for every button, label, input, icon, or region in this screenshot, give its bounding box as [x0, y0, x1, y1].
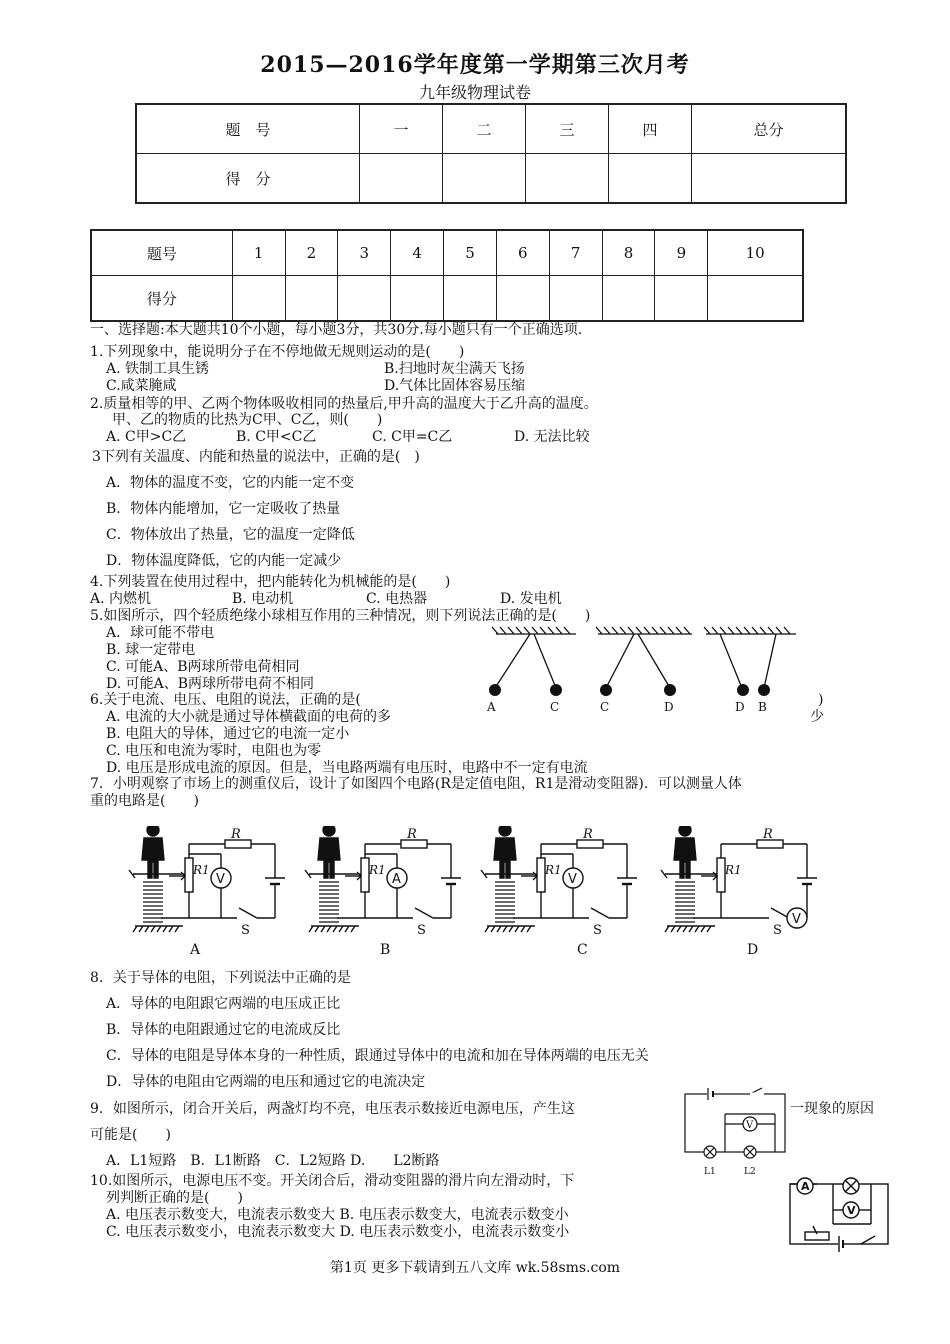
q7-label-c: C [577, 942, 588, 958]
answer-header-cell: 7 [549, 230, 602, 276]
score-header-cell: 题 号 [136, 104, 360, 154]
section-heading: 一、选择题:本大题共10个小题，每小题3分，共30分.每小题只有一个正确选项. [90, 322, 583, 338]
q2-stem: 2.质量相等的甲、乙两个物体吸收相同的热量后,甲升高的温度大于乙升高的温度。 [90, 396, 598, 412]
q7-circuit-a [129, 826, 285, 938]
page-title: 2015—2016学年度第一学期第三次月考 [260, 52, 690, 78]
q7-meter-label: V [792, 912, 801, 927]
q9-lamp-l2-label: L2 [744, 1167, 756, 1177]
q5-ball-label: D [735, 700, 745, 714]
score-cell[interactable] [609, 154, 692, 204]
score-cell[interactable] [443, 154, 526, 204]
score-header-cell: 四 [609, 104, 692, 154]
q6-option-a: A. 电流的大小就是通过导体横截面的电荷的多 [106, 709, 392, 725]
q7-circuit-b [305, 826, 461, 938]
answer-header-cell: 4 [391, 230, 444, 276]
q9-lamp-l1-label: L1 [704, 1167, 716, 1177]
q7-meter-label: V [568, 872, 577, 887]
q7-r1-label: R1 [725, 863, 742, 877]
q5-option-b: B. 球一定带电 [106, 642, 196, 658]
q3-option-c: C．物体放出了热量，它的温度一定降低 [106, 527, 355, 543]
q7-label-d: D [747, 942, 759, 958]
q7-figure [125, 826, 825, 961]
page-subtitle: 九年级物理试卷 [418, 83, 531, 102]
q10-voltmeter-label: V [847, 1204, 856, 1217]
answer-cell[interactable] [444, 276, 497, 322]
q6-stem: 6.关于电流、电压、电阻的说法，正确的是( [90, 692, 361, 708]
answer-header-cell: 5 [444, 230, 497, 276]
answer-header-cell: 6 [496, 230, 549, 276]
answer-header-cell: 1 [232, 230, 285, 276]
answer-header-cell: 8 [602, 230, 655, 276]
q10-ammeter-label: A [801, 1180, 810, 1193]
q5-ball [550, 684, 562, 696]
q5-ball-label: A [487, 700, 496, 714]
q7-label-a: A [190, 942, 201, 958]
q4-option-a: A. 内燃机 [90, 591, 152, 607]
q7-r1-label: R1 [545, 863, 562, 877]
q6-option-b: B. 电阻大的导体，通过它的电流一定小 [106, 726, 350, 742]
answer-cell[interactable] [708, 276, 803, 322]
q5-ball [600, 684, 612, 696]
answer-header-cell: 10 [708, 230, 803, 276]
q9-figure [680, 1084, 795, 1180]
q8-option-a: A．导体的电阻跟它两端的电压成正比 [106, 996, 341, 1012]
q5-option-c: C. 可能A、B两球所带电荷相同 [106, 659, 300, 675]
q8-option-b: B．导体的电阻跟通过它的电流成反比 [106, 1022, 341, 1038]
q9-stem-tail: 一现象的原因 [790, 1101, 874, 1117]
q3-option-b: B．物体内能增加，它一定吸收了热量 [106, 501, 341, 517]
q8-option-d: D．导体的电阻由它两端的电压和通过它的电流决定 [106, 1074, 426, 1090]
score-row-label: 得 分 [136, 154, 360, 204]
q7-switch-label: S [773, 923, 782, 938]
q5-figure [480, 626, 800, 716]
q3-option-a: A．物体的温度不变，它的内能一定不变 [106, 475, 355, 491]
q7-r-label: R [583, 827, 593, 842]
score-header-cell: 一 [360, 104, 443, 154]
score-cell[interactable] [360, 154, 443, 204]
q4-option-c: C. 电热器 [366, 591, 428, 607]
q7-switch-label: S [417, 923, 426, 938]
q1-option-a: A. 铁制工具生锈 [106, 361, 210, 377]
q8-option-c: C．导体的电阻是导体本身的一种性质，跟通过导体中的电流和加在导体两端的电压无关 [106, 1048, 649, 1064]
q5-ball [664, 684, 676, 696]
score-table [135, 103, 847, 204]
q7-label-b: B [380, 942, 391, 958]
answer-cell[interactable] [549, 276, 602, 322]
q10-option-cd: C. 电压表示数变小，电流表示数变大 D. 电压表示数变小，电流表示数变小 [106, 1224, 570, 1240]
score-header-cell: 三 [526, 104, 609, 154]
q9-options: A．L1短路 B．L1断路 C．L2短路 D. L2断路 [106, 1153, 440, 1169]
answer-header-cell: 2 [285, 230, 338, 276]
q5-ball [737, 684, 749, 696]
q10-stem-line2: 列判断正确的是( ) [106, 1190, 243, 1206]
answer-cell[interactable] [391, 276, 444, 322]
score-cell[interactable] [692, 154, 846, 204]
q5-ball [758, 684, 770, 696]
q5-ball-label: B [758, 700, 767, 714]
q3-stem: 3下列有关温度、内能和热量的说法中，正确的是( ) [92, 449, 420, 465]
q7-switch-label: S [593, 923, 602, 938]
q7-meter-label: V [216, 872, 225, 887]
answer-header-cell: 3 [338, 230, 391, 276]
score-header-cell: 总分 [692, 104, 846, 154]
answer-cell[interactable] [232, 276, 285, 322]
answer-header-cell: 题号 [91, 230, 232, 276]
q6-paren: ) [818, 692, 824, 708]
q8-stem: 8．关于导体的电阻，下列说法中正确的是 [90, 970, 351, 986]
q7-circuit-d [661, 826, 817, 938]
answer-cell[interactable] [602, 276, 655, 322]
q1-option-d: D.气体比固体容易压缩 [384, 378, 526, 394]
q5-ball [489, 684, 501, 696]
answer-table [90, 229, 804, 322]
q5-ball-label: C [600, 700, 610, 714]
q7-r-label: R [231, 827, 241, 842]
q7-r-label: R [407, 827, 417, 842]
q7-r-label: R [763, 827, 773, 842]
score-header-cell: 二 [443, 104, 526, 154]
q5-ball-label: C [550, 700, 560, 714]
q6-option-d: D. 电压是形成电流的原因。但是，当电路两端有电压时，电路中不一定有电流 [106, 760, 588, 776]
q3-option-d: D．物体温度降低，它的内能一定减少 [106, 553, 342, 569]
q7-switch-label: S [241, 923, 250, 938]
q1-option-c: C.咸菜腌咸 [106, 378, 177, 394]
q4-option-d: D. 发电机 [500, 591, 562, 607]
score-cell[interactable] [526, 154, 609, 204]
answer-row-label: 得分 [91, 276, 232, 322]
q5-stem: 5.如图所示，四个轻质绝缘小球相互作用的三种情况，则下列说法正确的是( ) [90, 608, 591, 624]
answer-cell[interactable] [496, 276, 549, 322]
q7-meter-label: A [392, 872, 401, 887]
q6-option-a-tail: 少 [810, 709, 824, 725]
q6-option-c: C. 电压和电流为零时，电阻也为零 [106, 743, 322, 759]
q1-stem: 1.下列现象中，能说明分子在不停地做无规则运动的是( ) [90, 344, 465, 360]
q5-option-d: D. 可能A、B两球所带电荷不相同 [106, 676, 315, 692]
q2-option-d: D. 无法比较 [514, 429, 590, 445]
q4-stem: 4.下列装置在使用过程中，把内能转化为机械能的是( ) [90, 574, 451, 590]
q10-figure [785, 1168, 897, 1252]
q2-option-c: C. C甲=C乙 [372, 429, 453, 445]
q5-option-a: A．球可能不带电 [106, 625, 215, 641]
q2-option-a: A. C甲>C乙 [106, 429, 187, 445]
q5-ball-label: D [664, 700, 674, 714]
answer-cell[interactable] [655, 276, 708, 322]
answer-cell[interactable] [338, 276, 391, 322]
q2-stem-line2: 甲、乙的物质的比热为C甲、C乙，则( ) [112, 412, 383, 428]
answer-header-cell: 9 [655, 230, 708, 276]
q9-voltmeter-label: V [746, 1120, 754, 1131]
q4-option-b: B. 电动机 [232, 591, 294, 607]
q10-option-ab: A. 电压表示数变大，电流表示数变大 B. 电压表示数变大，电流表示数变小 [106, 1207, 569, 1223]
answer-cell[interactable] [285, 276, 338, 322]
q9-stem-line2: 可能是( ) [90, 1127, 171, 1143]
q10-stem: 10.如图所示，电源电压不变。开关闭合后，滑动变阻器的滑片向左滑动时，下 [90, 1173, 575, 1189]
q9-stem: 9．如图所示，闭合开关后，两盏灯均不亮，电压表示数接近电源电压，产生这 [90, 1101, 575, 1117]
q7-r1-label: R1 [369, 863, 386, 877]
q1-option-b: B.扫地时灰尘满天飞扬 [384, 361, 525, 377]
q2-option-b: B. C甲<C乙 [236, 429, 317, 445]
page-footer: 第1页 更多下载请到五八文库 wk.58sms.com [329, 1260, 621, 1276]
q7-stem-line2: 重的电路是( ) [90, 793, 199, 809]
q7-stem: 7．小明观察了市场上的测重仪后，设计了如图四个电路(R是定值电阻，R1是滑动变阻器)．可以测量人体 [90, 776, 742, 792]
q7-r1-label: R1 [193, 863, 210, 877]
q7-circuit-c [481, 826, 637, 938]
